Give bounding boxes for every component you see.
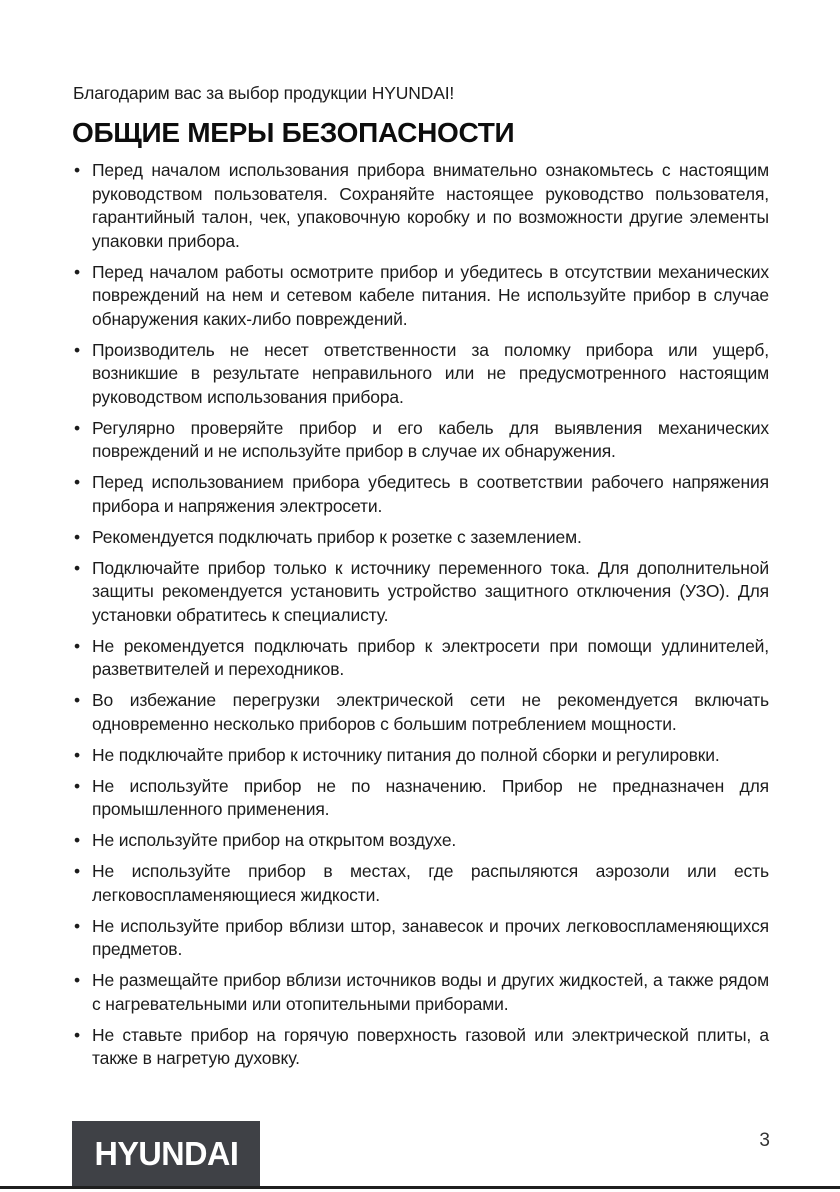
safety-bullet-item: • Во избежание перегрузки электрической сети не рекомендуется включать одновременно несколько приборов с большим потреблением мощности.	[73, 689, 769, 736]
safety-bullet-item: • Не используйте прибор в местах, где распыляются аэрозоли или есть легковоспламеняющиеся жидкости.	[73, 860, 769, 907]
intro-text: Благодарим вас за выбор продукции HYUNDAI!	[73, 82, 455, 103]
section-heading: ОБЩИЕ МЕРЫ БЕЗОПАСНОСТИ	[72, 117, 515, 148]
safety-bullet-item: • Не используйте прибор не по назначению. Прибор не предназначен для промышленного применения.	[73, 775, 769, 822]
safety-bullet-item: • Не используйте прибор вблизи штор, занавесок и прочих легковоспламеняющихся предметов.	[73, 915, 769, 962]
safety-bullet-item: • Перед использованием прибора убедитесь в соответствии рабочего напряжения прибора и напряжения электросети.	[73, 471, 769, 518]
safety-bullet-item: • Не подключайте прибор к источнику питания до полной сборки и регулировки.	[73, 744, 769, 768]
safety-bullet-item: • Производитель не несет ответственности за поломку прибора или ущерб, возникшие в результате неправильного или не предусмотренного настоящим руководством использования прибора.	[73, 339, 769, 410]
safety-bullet-item: • Не ставьте прибор на горячую поверхность газовой или электрической плиты, а также в нагретую духовку.	[73, 1024, 769, 1071]
safety-bullet-item: • Подключайте прибор только к источнику переменного тока. Для дополнительной защиты рекомендуется установить устройство защитного отключения (УЗО). Для установки обратитесь к специалисту.	[73, 557, 769, 628]
hyundai-logo	[72, 1121, 260, 1186]
safety-bullet-item: • Не размещайте прибор вблизи источников воды и других жидкостей, а также рядом с нагревательными или отопительными приборами.	[73, 969, 769, 1016]
safety-bullet-item: • Регулярно проверяйте прибор и его кабель для выявления механических повреждений и не используйте прибор в случае их обнаружения.	[73, 417, 769, 464]
hyundai-logo-text: HYUNDAI	[94, 1134, 238, 1172]
safety-bullet-item: • Рекомендуется подключать прибор к розетке с заземлением.	[73, 526, 769, 550]
safety-bullet-list	[73, 159, 769, 1078]
footer-rule	[0, 1186, 840, 1189]
safety-bullet-item: • Не используйте прибор на открытом воздухе.	[73, 829, 769, 853]
safety-bullet-item: • Перед началом работы осмотрите прибор и убедитесь в отсутствии механических повреждений на нем и сетевом кабеле питания. Не используйте прибор в случае обнаружения каких-либо повреждений.	[73, 261, 769, 332]
safety-bullet-item: • Не рекомендуется подключать прибор к электросети при помощи удлинителей, разветвителей и переходников.	[73, 635, 769, 682]
safety-bullet-item: • Перед началом использования прибора внимательно ознакомьтесь с настоящим руководством пользователя. Сохраняйте настоящее руководство пользователя, гарантийный талон, чек, упаковочную коробку и по возможности другие элементы упаковки прибора.	[73, 159, 769, 253]
page-number: 3	[759, 1130, 770, 1151]
